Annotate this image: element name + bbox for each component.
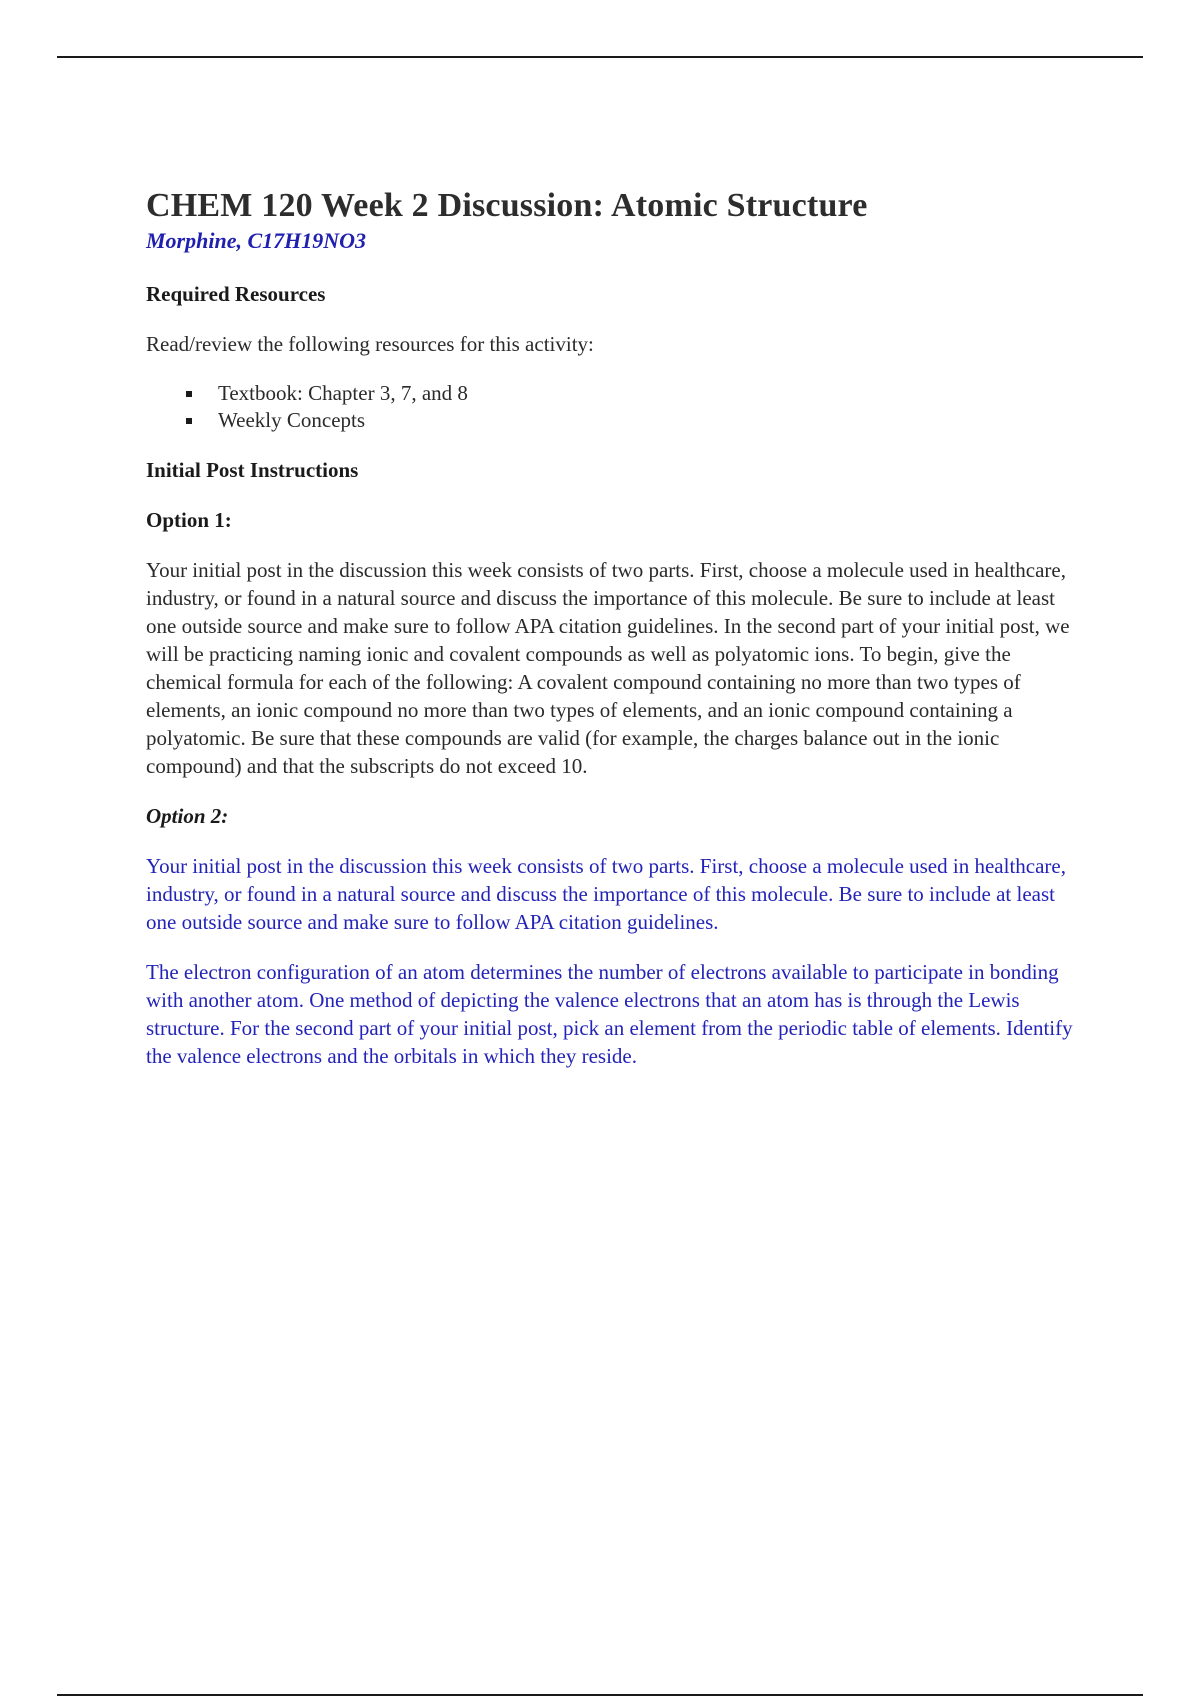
page-subtitle: Morphine, C17H19NO3: [146, 228, 367, 253]
page-title: CHEM 120 Week 2 Discussion: Atomic Structure: [146, 187, 868, 224]
square-bullet-icon: [186, 418, 192, 424]
bottom-divider: [57, 1694, 1143, 1696]
required-resources-heading: Required Resources: [146, 282, 326, 306]
top-divider: [57, 56, 1143, 58]
option1-text: Your initial post in the discussion this week consists of two parts. First, choose a molecule used in healthcare, industry, or found in a natural source and discuss the importance of this molecule. Be sure to include at least one outside source and make sure to follow APA citation guidelines. In the second part of your initial post, we will be practicing naming ionic and covalent compounds as well as polyatomic ions. To begin, give the chemical formula for each of the following: A covalent compound containing no more than two types of elements, an ionic compound no more than two types of elements, and an ionic compound containing a polyatomic. Be sure that these compounds are valid (for example, the charges balance out in the ionic compound) and that the subscripts do not exceed 10.: [146, 558, 1070, 778]
option2-text-part1: Your initial post in the discussion this week consists of two parts. First, choose a molecule used in healthcare, industry, or found in a natural source and discuss the importance of this molecule. Be sure to include at least one outside source and make sure to follow APA citation guidelines.: [146, 854, 1066, 934]
option2-text-part2: The electron configuration of an atom determines the number of electrons available to participate in bonding with another atom. One method of depicting the valence electrons that an atom has is through the Lewis structure. For the second part of your initial post, pick an element from the periodic table of elements. Identify the valence electrons and the orbitals in which they reside.: [146, 960, 1073, 1068]
document-body: [146, 186, 1086, 1092]
option1-heading: Option 1:: [146, 508, 232, 532]
option2-heading: Option 2:: [146, 804, 229, 828]
resources-intro: Read/review the following resources for this activity:: [146, 332, 594, 356]
square-bullet-icon: [186, 391, 192, 397]
resources-list: [146, 380, 1086, 434]
resource-label: Textbook: Chapter 3, 7, and 8: [218, 381, 468, 405]
initial-post-heading: Initial Post Instructions: [146, 458, 359, 482]
resource-label: Weekly Concepts: [218, 408, 366, 432]
list-item: [146, 407, 1086, 434]
list-item: [146, 380, 1086, 407]
